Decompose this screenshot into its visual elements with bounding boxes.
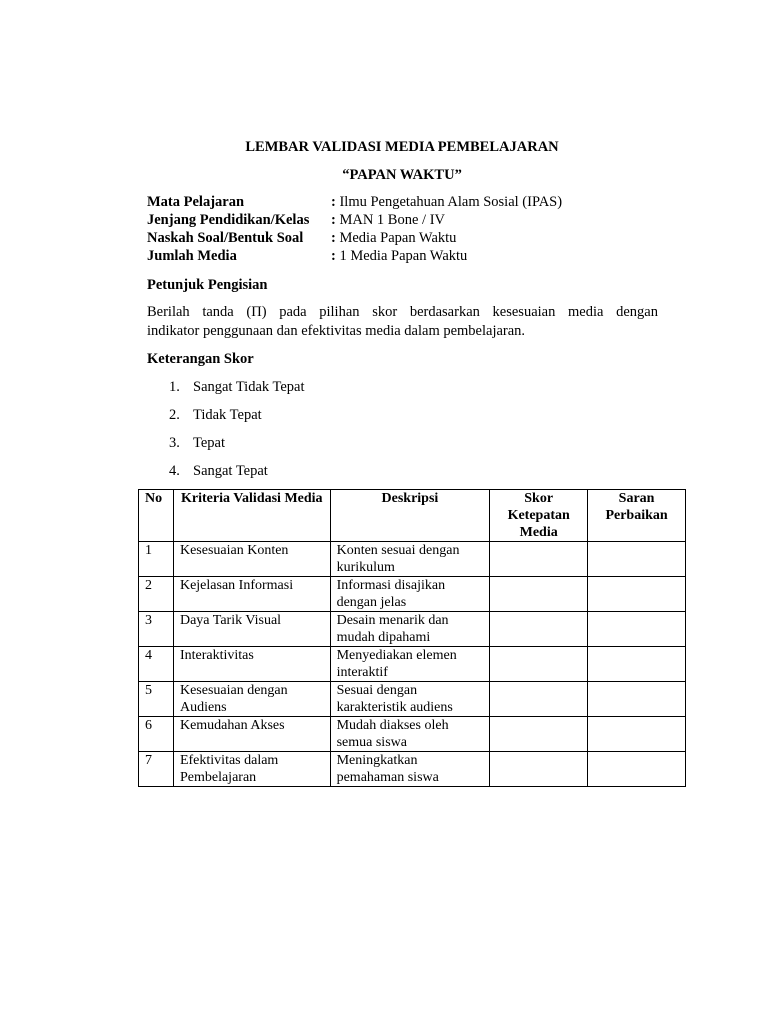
document-subtitle: “PAPAN WAKTU” bbox=[342, 167, 462, 183]
cell-kriteria: Daya Tarik Visual bbox=[173, 612, 330, 647]
cell-kriteria: Efektivitas dalam Pembelajaran bbox=[173, 752, 330, 787]
meta-row bbox=[147, 247, 667, 265]
meta-row bbox=[147, 229, 667, 247]
cell-deskripsi: Meningkatkan pemahaman siswa bbox=[330, 752, 490, 787]
cell-skor[interactable] bbox=[490, 682, 588, 717]
cell-kriteria: Kesesuaian dengan Audiens bbox=[173, 682, 330, 717]
score-list-item bbox=[169, 378, 305, 406]
score-number: 1. bbox=[169, 379, 180, 395]
meta-value-text: Media Papan Waktu bbox=[339, 230, 457, 246]
instructions-line: Berilah tanda (Π) pada pilihan skor berdasarkan kesesuaian media dengan bbox=[147, 304, 658, 320]
meta-row bbox=[147, 193, 667, 211]
score-list-item bbox=[169, 406, 305, 434]
cell-skor[interactable] bbox=[490, 612, 588, 647]
meta-value bbox=[331, 229, 456, 247]
meta-row bbox=[147, 211, 667, 229]
instructions-paragraph bbox=[147, 303, 658, 341]
cell-no: 1 bbox=[139, 542, 174, 577]
score-label: Sangat Tepat bbox=[193, 463, 268, 479]
column-header-skor: Skor Ketepatan Media bbox=[490, 490, 588, 542]
cell-kriteria: Kemudahan Akses bbox=[173, 717, 330, 752]
cell-kriteria: Kejelasan Informasi bbox=[173, 577, 330, 612]
score-number: 4. bbox=[169, 463, 180, 479]
cell-skor[interactable] bbox=[490, 542, 588, 577]
score-list-item bbox=[169, 462, 305, 490]
cell-deskripsi: Mudah diakses oleh semua siswa bbox=[330, 717, 490, 752]
meta-separator: : bbox=[331, 194, 336, 210]
meta-value bbox=[331, 247, 467, 265]
column-header-saran: Saran Perbaikan bbox=[588, 490, 686, 542]
cell-skor[interactable] bbox=[490, 577, 588, 612]
validation-table bbox=[138, 489, 686, 787]
table-row bbox=[139, 682, 686, 717]
meta-value bbox=[331, 211, 445, 229]
cell-no: 6 bbox=[139, 717, 174, 752]
meta-separator: : bbox=[331, 212, 336, 228]
table-row bbox=[139, 577, 686, 612]
table-header-row bbox=[139, 490, 686, 542]
cell-no: 3 bbox=[139, 612, 174, 647]
meta-label: Jenjang Pendidikan/Kelas bbox=[147, 212, 310, 228]
instructions-heading: Petunjuk Pengisian bbox=[147, 277, 268, 293]
score-number: 2. bbox=[169, 407, 180, 423]
table-row bbox=[139, 752, 686, 787]
cell-no: 5 bbox=[139, 682, 174, 717]
table-row bbox=[139, 612, 686, 647]
meta-value-text: 1 Media Papan Waktu bbox=[339, 248, 468, 264]
score-label: Tidak Tepat bbox=[193, 407, 262, 423]
meta-separator: : bbox=[331, 230, 336, 246]
meta-value-text: MAN 1 Bone / IV bbox=[339, 212, 445, 228]
cell-saran[interactable] bbox=[588, 647, 686, 682]
cell-saran[interactable] bbox=[588, 612, 686, 647]
cell-kriteria: Interaktivitas bbox=[173, 647, 330, 682]
cell-no: 2 bbox=[139, 577, 174, 612]
table-row bbox=[139, 542, 686, 577]
score-label: Sangat Tidak Tepat bbox=[193, 379, 305, 395]
meta-value-text: Ilmu Pengetahuan Alam Sosial (IPAS) bbox=[339, 194, 563, 210]
cell-saran[interactable] bbox=[588, 752, 686, 787]
meta-label: Jumlah Media bbox=[147, 248, 237, 264]
instructions-line: indikator penggunaan dan efektivitas media dalam pembelajaran. bbox=[147, 323, 526, 339]
score-heading: Keterangan Skor bbox=[147, 351, 254, 367]
cell-saran[interactable] bbox=[588, 542, 686, 577]
score-list bbox=[169, 378, 305, 490]
meta-value bbox=[331, 193, 562, 211]
score-label: Tepat bbox=[193, 435, 225, 451]
document-title: LEMBAR VALIDASI MEDIA PEMBELAJARAN bbox=[245, 139, 559, 155]
cell-deskripsi: Menyediakan elemen interaktif bbox=[330, 647, 490, 682]
cell-skor[interactable] bbox=[490, 717, 588, 752]
cell-skor[interactable] bbox=[490, 752, 588, 787]
column-header-kriteria: Kriteria Validasi Media bbox=[173, 490, 330, 542]
cell-saran[interactable] bbox=[588, 717, 686, 752]
column-header-deskripsi: Deskripsi bbox=[330, 490, 490, 542]
table-row bbox=[139, 647, 686, 682]
score-list-item bbox=[169, 434, 305, 462]
cell-saran[interactable] bbox=[588, 577, 686, 612]
table-row bbox=[139, 717, 686, 752]
column-header-no: No bbox=[139, 490, 174, 542]
cell-skor[interactable] bbox=[490, 647, 588, 682]
score-number: 3. bbox=[169, 435, 180, 451]
meta-separator: : bbox=[331, 248, 336, 264]
cell-deskripsi: Informasi disajikan dengan jelas bbox=[330, 577, 490, 612]
cell-kriteria: Kesesuaian Konten bbox=[173, 542, 330, 577]
cell-no: 7 bbox=[139, 752, 174, 787]
cell-saran[interactable] bbox=[588, 682, 686, 717]
meta-label: Mata Pelajaran bbox=[147, 194, 245, 210]
meta-label: Naskah Soal/Bentuk Soal bbox=[147, 230, 304, 246]
cell-deskripsi: Sesuai dengan karakteristik audiens bbox=[330, 682, 490, 717]
cell-deskripsi: Desain menarik dan mudah dipahami bbox=[330, 612, 490, 647]
cell-no: 4 bbox=[139, 647, 174, 682]
cell-deskripsi: Konten sesuai dengan kurikulum bbox=[330, 542, 490, 577]
